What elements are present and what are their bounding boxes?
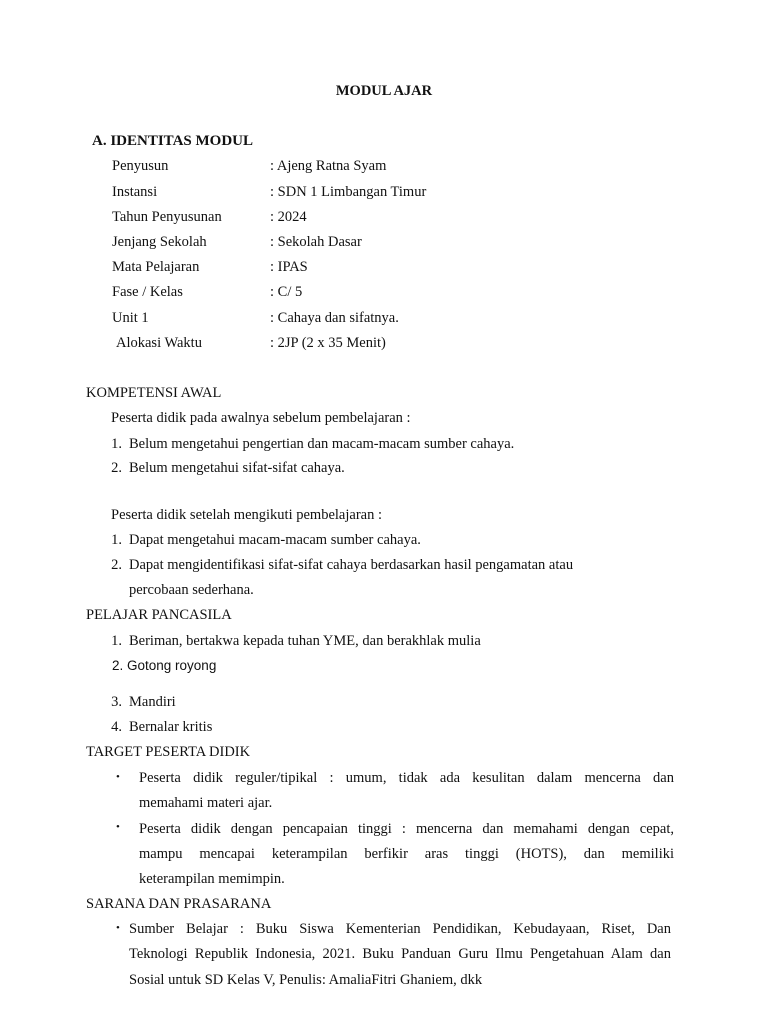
list-item: Belum mengetahui pengertian dan macam-macam sumber cahaya. [129, 436, 515, 452]
identitas-label-alokasi: Alokasi Waktu [116, 335, 202, 351]
list-number: 2. [111, 557, 122, 573]
identitas-label-jenjang: Jenjang Sekolah [112, 234, 207, 250]
identitas-label-mapel: Mata Pelajaran [112, 259, 200, 275]
pancasila-heading: PELAJAR PANCASILA [86, 607, 232, 623]
list-number: 1. [111, 633, 122, 649]
identitas-value-alokasi: : 2JP (2 x 35 Menit) [270, 335, 386, 351]
bullet-icon: • [116, 922, 120, 934]
target-heading: TARGET PESERTA DIDIK [86, 744, 251, 760]
identitas-label-instansi: Instansi [112, 184, 158, 200]
identitas-value-fase: : C/ 5 [270, 284, 303, 300]
list-item: Beriman, bertakwa kepada tuhan YME, dan berakhlak mulia [129, 633, 481, 649]
bullet-icon: • [116, 821, 120, 833]
list-item-continuation: percobaan sederhana. [129, 582, 254, 598]
bullet-item-line: Teknologi Republik Indonesia, 2021. Buku Panduan Guru Ilmu Pengetahuan Alam dan [129, 946, 671, 962]
bullet-item-line: keterampilan memimpin. [139, 871, 285, 887]
list-item: 2. Gotong royong [112, 658, 217, 673]
identitas-value-tahun: : 2024 [270, 209, 307, 225]
page-title: MODUL AJAR [335, 83, 433, 99]
identitas-value-mapel: : IPAS [270, 259, 308, 275]
list-item: Bernalar kritis [129, 719, 213, 735]
identitas-value-penyusun: : Ajeng Ratna Syam [270, 158, 387, 174]
bullet-item-line: Sosial untuk SD Kelas V, Penulis: AmaliaFitri Ghaniem, dkk [129, 972, 483, 988]
list-number: 3. [111, 694, 122, 710]
bullet-item-line: Sumber Belajar : Buku Siswa Kementerian Pendidikan, Kebudayaan, Riset, Dan [129, 921, 671, 937]
bullet-item-line: memahami materi ajar. [139, 795, 273, 811]
sarana-heading: SARANA DAN PRASARANA [86, 896, 272, 912]
list-item: Dapat mengetahui macam-macam sumber cahaya. [129, 532, 421, 548]
kompetensi-intro-after: Peserta didik setelah mengikuti pembelajaran : [111, 507, 382, 523]
identitas-heading: A. IDENTITAS MODUL [92, 133, 253, 149]
list-number: 4. [111, 719, 122, 735]
list-number: 1. [111, 436, 122, 452]
bullet-item-line: Peserta didik dengan pencapaian tinggi : mencerna dan memahami dengan cepat, [139, 821, 674, 837]
identitas-value-jenjang: : Sekolah Dasar [270, 234, 362, 250]
identitas-label-unit: Unit 1 [112, 310, 149, 326]
list-item: Mandiri [129, 694, 176, 710]
list-number: 2. [111, 460, 122, 476]
identitas-value-unit: : Cahaya dan sifatnya. [270, 310, 399, 326]
bullet-icon: • [116, 771, 120, 783]
kompetensi-intro-before: Peserta didik pada awalnya sebelum pembelajaran : [111, 410, 411, 426]
bullet-item-line: Peserta didik reguler/tipikal : umum, tidak ada kesulitan dalam mencerna dan [139, 770, 674, 786]
kompetensi-heading: KOMPETENSI AWAL [86, 385, 222, 401]
identitas-label-fase: Fase / Kelas [112, 284, 183, 300]
identitas-label-tahun: Tahun Penyusunan [112, 209, 222, 225]
list-item: Belum mengetahui sifat-sifat cahaya. [129, 460, 345, 476]
list-item: Dapat mengidentifikasi sifat-sifat cahaya berdasarkan hasil pengamatan atau [129, 557, 574, 573]
bullet-item-line: mampu mencapai keterampilan berfikir aras tinggi (HOTS), dan memiliki [139, 846, 674, 862]
list-number: 1. [111, 532, 122, 548]
identitas-label-penyusun: Penyusun [112, 158, 169, 174]
identitas-value-instansi: : SDN 1 Limbangan Timur [270, 184, 427, 200]
